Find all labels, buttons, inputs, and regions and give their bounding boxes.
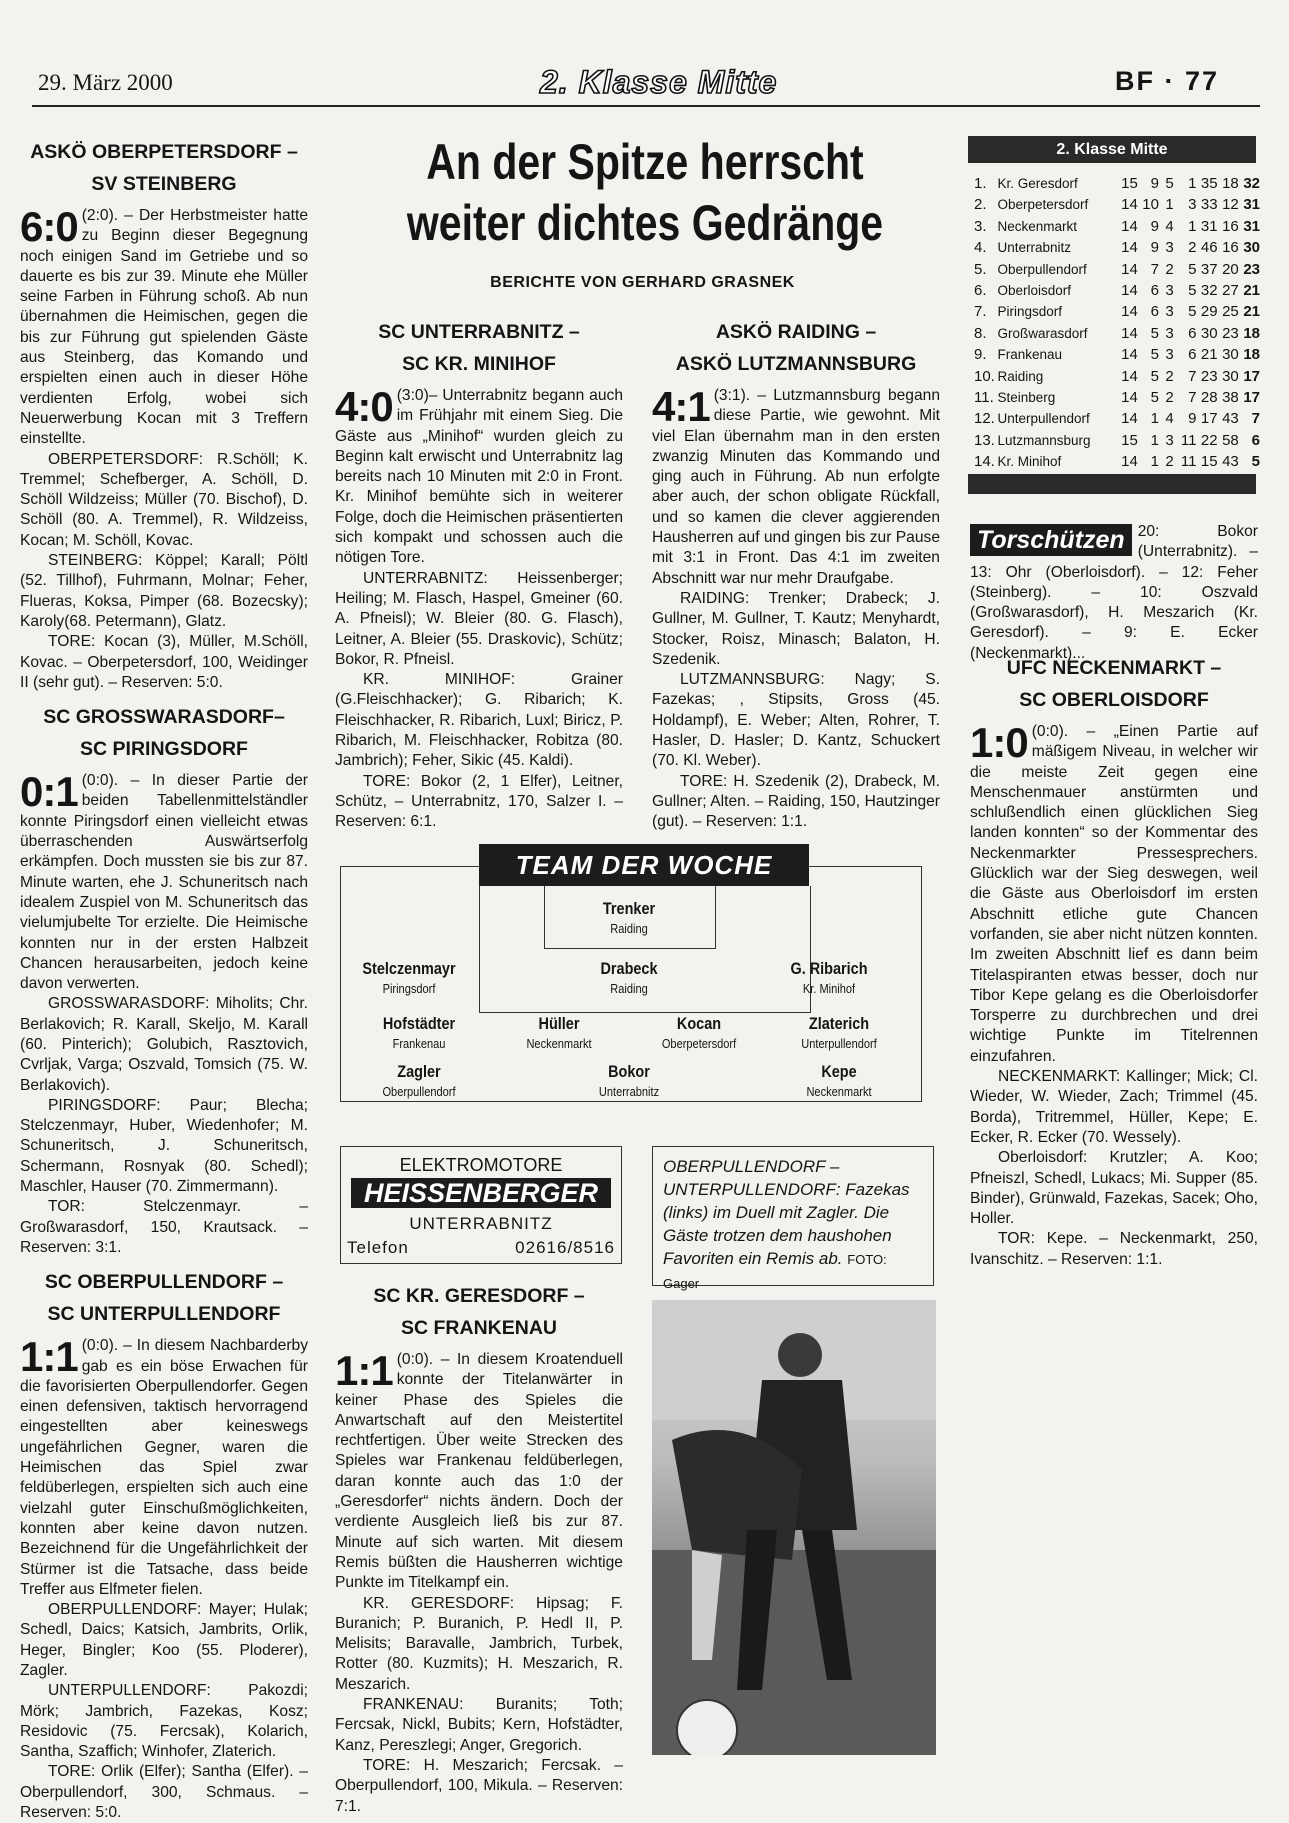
table-row [974, 387, 1260, 408]
game-report: ASKÖ OBERPETERSDORF – SV STEINBERG 6:0 (2:0). – Der Herbstmeister hatte zu Beginn dieser Begegnung noch einigen Sand im Getriebe und so dauerte es bis zur 39. Minute ehe Müller seine Farben in Führung schoß. Ab nun übernahmen die Heimischen, gegen die bis zur Führung gut spielenden Gäste aus Steinberg, das Komando und erspielten einen auch in dieser Höhe verdienten Erfolg, wobei sich Neuerwerbung Kocan mit 3 Treffern einstellte. OBERPETERSDORF: R.Schöll; K. Tremmel; Schefberger, A. Schöll, D. Schöll Wildzeiss; Müller (70. Bischof), D. Schöll (80. A. Tremmel), R. Wildzeiss, Kocan; M. Schöll, Kovac. STEINBERG: Köppel; Karall; Pöltl (52. Tillhof), Fuhrmann, Molnar; Feher, Flueras, Koksa, Pimper (68. Bozecsky); Karoly(68. Petermann), Glatz. TORE: Kocan (3), Müller, M.Schöll, Kovac. – Oberpetersdorf, 100, Weidinger II (sehr gut). – Reserven: 5:0. [20, 141, 308, 691]
player-card: Hofstädter Frankenau [382, 1014, 456, 1051]
advertisement: ELEKTROMOTORE HEISSENBERGER UNTERRABNITZ Telefon 02616/8516 [340, 1146, 622, 1264]
table-cell: 35 [1200, 175, 1218, 192]
game-report: ASKÖ RAIDING – ASKÖ LUTZMANNSBURG 4:1 (3:1). – Lutzmannsburg begann diese Partie, wie gewohnt. Mit viel Elan übernahm man in den ersten zwanzig Minuten das Kommando und ging auch in Führung. Ab nun erfolgte aber auch, der schon obligate Rückfall, und so kamen die clever aggierenden Hausherren auf und gingen bis zur Pause mit 3:1 in Front. Das 4:1 im zweiten Abschnitt war nur mehr Draufgabe. RAIDING: Trenker; Drabeck; J. Gullner, M. Gullner, T. Kautz; Menyhardt, Stocker, Roisz, Minasch; Balaton, H. Szedenik. LUTZMANNSBURG: Nagy; S. Fazekas; , Stipsits, Gross (45. Holdampf), E. Weber; Alten, Rohrer, T. Hasler, D. Hasler; D. Kantz, Schuckert (70. Kl. Weber). TORE: H. Szedenik (2), Drabeck, M. Gullner; Alten. – Raiding, 150, Hautzinger (gut). – Reserven: 1:1. [652, 321, 940, 831]
team-name: Piringsdorf [997, 304, 1063, 320]
score: 1:1 [335, 1347, 393, 1394]
table-cell: 31 [1243, 196, 1260, 214]
score: 1:1 [20, 1333, 78, 1381]
team-name: Unterrabnitz [997, 240, 1072, 256]
table-cell: 17 [1243, 389, 1260, 407]
table-cell: 1 [1188, 175, 1197, 192]
table-cell: 10. [974, 367, 995, 385]
table-cell: 5 [1188, 260, 1197, 278]
table-cell: 9 [1150, 175, 1159, 192]
table-cell: 3 [1165, 303, 1174, 321]
table-cell: 1 [1150, 410, 1159, 428]
table-cell: 3 [1165, 346, 1174, 364]
table-cell: 23 [1200, 367, 1218, 385]
table-cell: 33 [1200, 196, 1218, 214]
table-cell: 4 [1165, 217, 1174, 235]
main-headline: An der Spitze herrscht weiter dichtes Gedränge [406, 134, 884, 251]
table-cell: 25 [1222, 303, 1239, 321]
team-name: Kr. Geresdorf [997, 176, 1078, 191]
table-cell: 7 [1188, 389, 1197, 407]
table-cell: 28 [1200, 389, 1218, 407]
table-cell: 3 [1165, 282, 1174, 300]
game-report: SC GROSSWARASDORF– SC PIRINGSDORF 0:1 (0:0). – In dieser Partie der beiden Tabellenmittelständler konnte Piringsdorf einen vielleicht etwas überraschenden Auswärtserfolg erkämpfen. Doch mussten sie bis zur 87. Minute warten, ehe J. Schuneritsch nach idealem Zuspiel von M. Schuneritsch das vielumjubelte Tor erzielte. Die Heimische konnten nur in der ersten Halbzeit Chancen herausarbeiten, jedoch keine davon verwerten. GROSSWARASDORF: Miholits; Chr. Berlakovich; R. Karall, Skeljo, M. Karall (60. Pinterich); Golubich, Rasztovich, Cvrljak, Varga; Oszvald, Tomsich (75. W. Berlakovich). PIRINGSDORF: Paur; Blecha; Stelczenmayr, Huber, Wiedenhofer; M. Schuneritsch, J. Schuneritsch, Schermann, Rosnyak (80. Schedl); Maschler, Hauser (70. Zimmermann). TOR: Stelczenmayr. – Großwarasdorf, 150, Krautsack. – Reserven: 3:1. [20, 706, 308, 1256]
table-cell: 30 [1243, 239, 1260, 257]
table-cell: 5 [1150, 346, 1159, 364]
table-row [974, 280, 1260, 301]
table-cell: 17 [1200, 410, 1218, 428]
table-row [974, 408, 1260, 429]
table-cell: 12 [1222, 196, 1239, 214]
table-cell: 23 [1243, 260, 1260, 278]
score: 6:0 [20, 203, 78, 250]
player-card: Kepe Neckenmarkt [806, 1062, 872, 1099]
standings-title: 2. Klasse Mitte [968, 136, 1256, 163]
table-cell: 43 [1222, 453, 1239, 471]
table-cell: 2 [1165, 453, 1174, 471]
table-cell: 2 [1188, 239, 1197, 257]
table-cell: 21 [1243, 282, 1260, 300]
player-card: Hüller Neckenmarkt [526, 1014, 592, 1051]
table-row [974, 216, 1260, 237]
table-cell: 2 [1165, 260, 1174, 278]
table-cell: 13. [974, 431, 995, 449]
table-cell: 14 [1121, 196, 1138, 214]
table-row [974, 323, 1260, 344]
score: 1:0 [970, 719, 1028, 766]
table-cell: 4. [974, 239, 987, 257]
table-cell: 9 [1150, 239, 1159, 257]
table-cell: 43 [1222, 410, 1239, 428]
table-cell: 30 [1222, 346, 1239, 364]
table-row [974, 259, 1260, 280]
table-row [974, 451, 1260, 472]
team-name: Oberpullendorf [997, 261, 1087, 277]
table-cell: 37 [1200, 260, 1218, 278]
table-cell: 3 [1165, 431, 1174, 449]
photo-illustration [652, 1300, 936, 1755]
table-cell: 20 [1222, 260, 1239, 278]
table-cell: 12. [974, 410, 995, 428]
team-name: Lutzmannsburg [997, 432, 1091, 448]
scorers-block: Torschützen 20: Bokor (Unterrabnitz). – 13: Ohr (Oberloisdorf). – 12: Feher (Steinberg). – 10: Oszvald (Großwarasdorf), H. Meszarich (Kr. Geresdorf). – 9: E. Ecker (Neckenmarkt)... [970, 523, 1258, 662]
table-cell: 14 [1121, 260, 1138, 278]
player-card: Kocan Oberpetersdorf [661, 1014, 737, 1051]
table-cell: 1 [1150, 453, 1159, 471]
score: 0:1 [20, 768, 78, 816]
header-rule [32, 105, 1260, 107]
table-cell: 16 [1222, 217, 1239, 235]
table-cell: 6 [1188, 324, 1197, 342]
table-cell: 31 [1243, 217, 1260, 235]
table-cell: 14 [1121, 303, 1138, 321]
table-cell: 58 [1222, 431, 1239, 449]
table-cell: 23 [1222, 324, 1239, 342]
team-name: Steinberg [997, 390, 1056, 406]
player-card: G. Ribarich Kr. Minihof [790, 959, 868, 996]
column-left [20, 132, 308, 1823]
table-cell: 18 [1243, 346, 1260, 364]
team-name: Oberpetersdorf [997, 197, 1089, 213]
table-cell: 27 [1222, 282, 1239, 300]
table-cell: 10 [1142, 196, 1159, 214]
player-card: Bokor Unterrabnitz [598, 1062, 660, 1099]
player-card: Trenker Raiding [602, 899, 656, 936]
section-title: 2. Klasse Mitte [540, 64, 778, 100]
table-cell: 11. [974, 389, 994, 407]
table-cell: 21 [1243, 303, 1260, 321]
table-cell: 1. [974, 175, 987, 192]
table-cell: 14 [1121, 410, 1138, 428]
table-cell: 31 [1200, 217, 1218, 235]
table-cell: 14 [1121, 239, 1138, 257]
table-cell: 5 [1165, 175, 1174, 192]
game-report: UFC NECKENMARKT – SC OBERLOISDORF 1:0 (0:0). – „Einen Partie auf mäßigem Niveau, in welcher wir die meiste Zeit gegen eine Menschenmauer anstürmten und schlußendlich einen glücklichen Sieg landen konnten“ so der Kommentar des Neckenmarkter Pressesprechers. Glücklich war der Sieg deswegen, weil die Gäste aus Oberloisdorf im ersten Abschnitt etliche gute Chancen vorfanden, sie aber nicht nützen konnten. Im zweiten Abschnitt lief es dann beim Titelaspiranten etwas besser, doch nur Tibor Kepe gelang es die Oberloisdorfer Torsperre zu durchbrechen und drei wichtige Punkte im Titelrennen einzufahren. NECKENMARKT: Kallinger; Mick; Cl. Wieder, W. Wieder, Zach; Trimmel (45. Borda), Tritremmel, Hüller, Kepe; E. Ecker, R. Ecker (70. Wessely). Oberloisdorf: Krutzler; A. Koo; Pfneiszl, Schedl, Lukacs; Mi. Supper (85. Binder), Grünwald, Fazekas, Sacek; Oho, Holler. TOR: Kepe. – Neckenmarkt, 250, Ivanschitz. – Reserven: 1:1. [970, 657, 1258, 1268]
player-card: Drabeck Raiding [600, 959, 658, 996]
table-cell: 7 [1251, 410, 1260, 428]
table-cell: 5 [1150, 389, 1159, 407]
table-cell: 16 [1222, 239, 1239, 257]
table-cell: 3 [1188, 196, 1197, 214]
table-cell: 2. [974, 196, 987, 214]
table-cell: 3 [1165, 239, 1174, 257]
table-cell: 14 [1121, 217, 1138, 235]
scorers-title: Torschützen [970, 524, 1132, 556]
table-row [974, 344, 1260, 365]
table-cell: 1 [1165, 196, 1174, 214]
table-cell: 11 [1180, 431, 1197, 449]
table-cell: 6. [974, 282, 987, 300]
table-cell: 9 [1188, 410, 1197, 428]
table-cell: 3 [1165, 324, 1174, 342]
player-card: Zagler Oberpullendorf [382, 1062, 456, 1099]
table-cell: 15 [1121, 175, 1138, 192]
table-cell: 17 [1243, 367, 1260, 385]
table-row [974, 366, 1260, 387]
match-photo [652, 1300, 936, 1755]
player-card: Zlaterich Unterpullendorf [801, 1014, 877, 1051]
standings-table [974, 173, 1260, 473]
table-cell: 21 [1200, 346, 1218, 364]
table-cell: 9. [974, 346, 987, 364]
table-cell: 1 [1188, 217, 1197, 235]
table-row [974, 237, 1260, 258]
table-row [974, 173, 1260, 194]
game-report: SC UNTERRABNITZ – SC KR. MINIHOF 4:0 (3:0)– Unterrabnitz begann auch im Frühjahr mit einem Sieg. Die Gäste aus „Minihof“ wurden gleich zu Beginn kalt erwischt und Unterrabnitz lag bereits nach 10 Minuten mit 2:0 in Front. Kr. Minihof bemühte sich in weiterer Folge, doch die Heimischen präsentierten sich kompakt und schossen auch die nötigen Tore. UNTERRABNITZ: Heissenberger; Heiling; M. Flasch, Haspel, Gmeiner (60. A. Pfneisl); W. Bleier (80. G. Flasch), Leitner, A. Bleier (55. Draskovic), Schütz; Bokor, R. Pfneisl. KR. MINIHOF: Grainer (G.Fleischhacker); G. Ribarich; K. Fleischhacker, R. Ribarich, Luxl; Biricz, P. Ribarich, M. Fleischhacker, Robitza (80. Jambrich); Feher, Sikic (45. Kaldi). TORE: Bokor (2, 1 Elfer), Leitner, Schütz, – Unterrabnitz, 170, Salzer I. – Reserven: 6:1. [335, 321, 623, 831]
game-report: SC KR. GERESDORF – SC FRANKENAU 1:1 (0:0). – In diesem Kroatenduell konnte der Titelanwärter in keiner Phase des Spieles die Anwartschaft auf den Meistertitel rechtfertigen. Über weite Strecken des Spieles war Frankenau feldüberlegen, daran konnte auch das 1:0 der „Geresdorfer“ nichts ändern. Doch der verdiente Ausgleich ließ bis zur 87. Minute auf sich warten. Mit diesem Remis büßten die Hausherren wichtige Punkte im Titelkampf ein. KR. GERESDORF: Hipsag; F. Buranich; P. Buranich, P. Hedl II, P. Melisits; Baravalle, Jambrich, Turbek, Rotter (80. Kuzmits); H. Meszarich, R. Meszarich. FRANKENAU: Buranits; Toth; Fercsak, Nickl, Bubits; Kern, Hofstädter, Kanz, Pereszlegi; Anger, Gregorich. TORE: H. Meszarich; Fercsak. – Oberpullendorf, 100, Mikula. – Reserven: 7:1. [335, 1285, 623, 1815]
table-cell: 11 [1180, 453, 1197, 471]
table-cell: 14 [1121, 453, 1138, 471]
table-cell: 5. [974, 260, 987, 278]
table-row [974, 194, 1260, 215]
table-cell: 18 [1222, 175, 1239, 192]
table-cell: 6 [1251, 431, 1260, 449]
table-cell: 46 [1200, 239, 1218, 257]
table-cell: 14. [974, 453, 995, 471]
table-cell: 2 [1165, 367, 1174, 385]
table-cell: 15 [1121, 431, 1138, 449]
table-cell: 14 [1121, 389, 1138, 407]
page-number: BF · 77 [1115, 66, 1220, 96]
score: 4:1 [652, 383, 710, 430]
table-cell: 9 [1150, 217, 1159, 235]
table-cell: 6 [1150, 282, 1159, 300]
table-cell: 5 [1251, 453, 1260, 471]
table-cell: 3. [974, 217, 987, 235]
table-cell: 7 [1188, 367, 1197, 385]
table-cell: 6 [1150, 303, 1159, 321]
table-cell: 8. [974, 324, 987, 342]
player-card: Stelczenmayr Piringsdorf [362, 959, 456, 996]
table-row [974, 430, 1260, 451]
table-cell: 14 [1121, 282, 1138, 300]
team-name: Raiding [997, 368, 1044, 384]
table-cell: 18 [1243, 324, 1260, 342]
table-cell: 15 [1200, 453, 1218, 471]
table-cell: 14 [1121, 324, 1138, 342]
table-cell: 5 [1188, 282, 1197, 300]
team-name: Großwarasdorf [997, 325, 1088, 341]
team-name: Neckenmarkt [997, 218, 1078, 234]
table-cell: 7. [974, 303, 987, 321]
byline: BERICHTE VON GERHARD GRASNEK [490, 274, 795, 291]
team-name: Frankenau [997, 347, 1063, 363]
team-name: Unterpullendorf [997, 411, 1090, 427]
photo-caption: OBERPULLENDORF – UNTERPULLENDORF: Fazekas (links) im Duell mit Zagler. Die Gäste trotzen dem haushohen Favoriten ein Remis ab. FOTO: Gager [652, 1146, 934, 1286]
table-cell: 6 [1188, 346, 1197, 364]
table-cell: 38 [1222, 389, 1239, 407]
issue-date: 29. März 2000 [38, 70, 173, 95]
table-cell: 30 [1200, 324, 1218, 342]
table-cell: 7 [1150, 260, 1159, 278]
team-of-week-title: TEAM DER WOCHE [479, 844, 809, 886]
table-cell: 30 [1222, 367, 1239, 385]
score: 4:0 [335, 383, 393, 430]
table-cell: 5 [1188, 303, 1197, 321]
team-name: Oberloisdorf [997, 283, 1072, 299]
table-cell: 32 [1243, 175, 1260, 192]
table-cell: 29 [1200, 303, 1218, 321]
game-report: SC OBERPULLENDORF – SC UNTERPULLENDORF 1:1 (0:0). – In diesem Nachbarderby gab es ein böse Erwachen für die favorisierten Oberpullendorfer. Gegen einen defensiven, taktisch hervorragend eingestellten aber keineswegs ungefährlichen Gegner, waren die Heimischen das Spiel zwar feldüberlegen, erspielten sich auch eine vielzahl guter Einschußmöglichkeiten, konnten aber keine davon nutzen. Bezeichnend für die Ungefährlichkeit der Stürmer ist die Tatsache, dass beide Treffer aus Elfmeter fielen. OBERPULLENDORF: Mayer; Hulak; Schedl, Daics; Katsich, Jambrits, Orlik, Heger, Bingler; Koo (55. Ploderer), Zagler. UNTERPULLENDORF: Pakozdi; Mörk; Jambrich, Fazekas, Kosz; Residovic (75. Fercsak), Kolarich, Santha, Szaffich; Winhofer, Zlaterich. TORE: Orlik (Elfer); Santha (Elfer). – Oberpullendorf, 300, Schmaus. – Reserven: 5:0. [20, 1271, 308, 1822]
table-row [974, 301, 1260, 322]
table-bottom-bar [968, 474, 1256, 494]
table-cell: 1 [1150, 431, 1159, 449]
table-cell: 2 [1165, 389, 1174, 407]
table-cell: 14 [1121, 367, 1138, 385]
table-cell: 4 [1165, 410, 1174, 428]
table-cell: 5 [1150, 367, 1159, 385]
table-cell: 5 [1150, 324, 1159, 342]
team-name: Kr. Minihof [997, 454, 1062, 470]
table-cell: 14 [1121, 346, 1138, 364]
table-cell: 22 [1200, 431, 1218, 449]
table-cell: 32 [1200, 282, 1218, 300]
